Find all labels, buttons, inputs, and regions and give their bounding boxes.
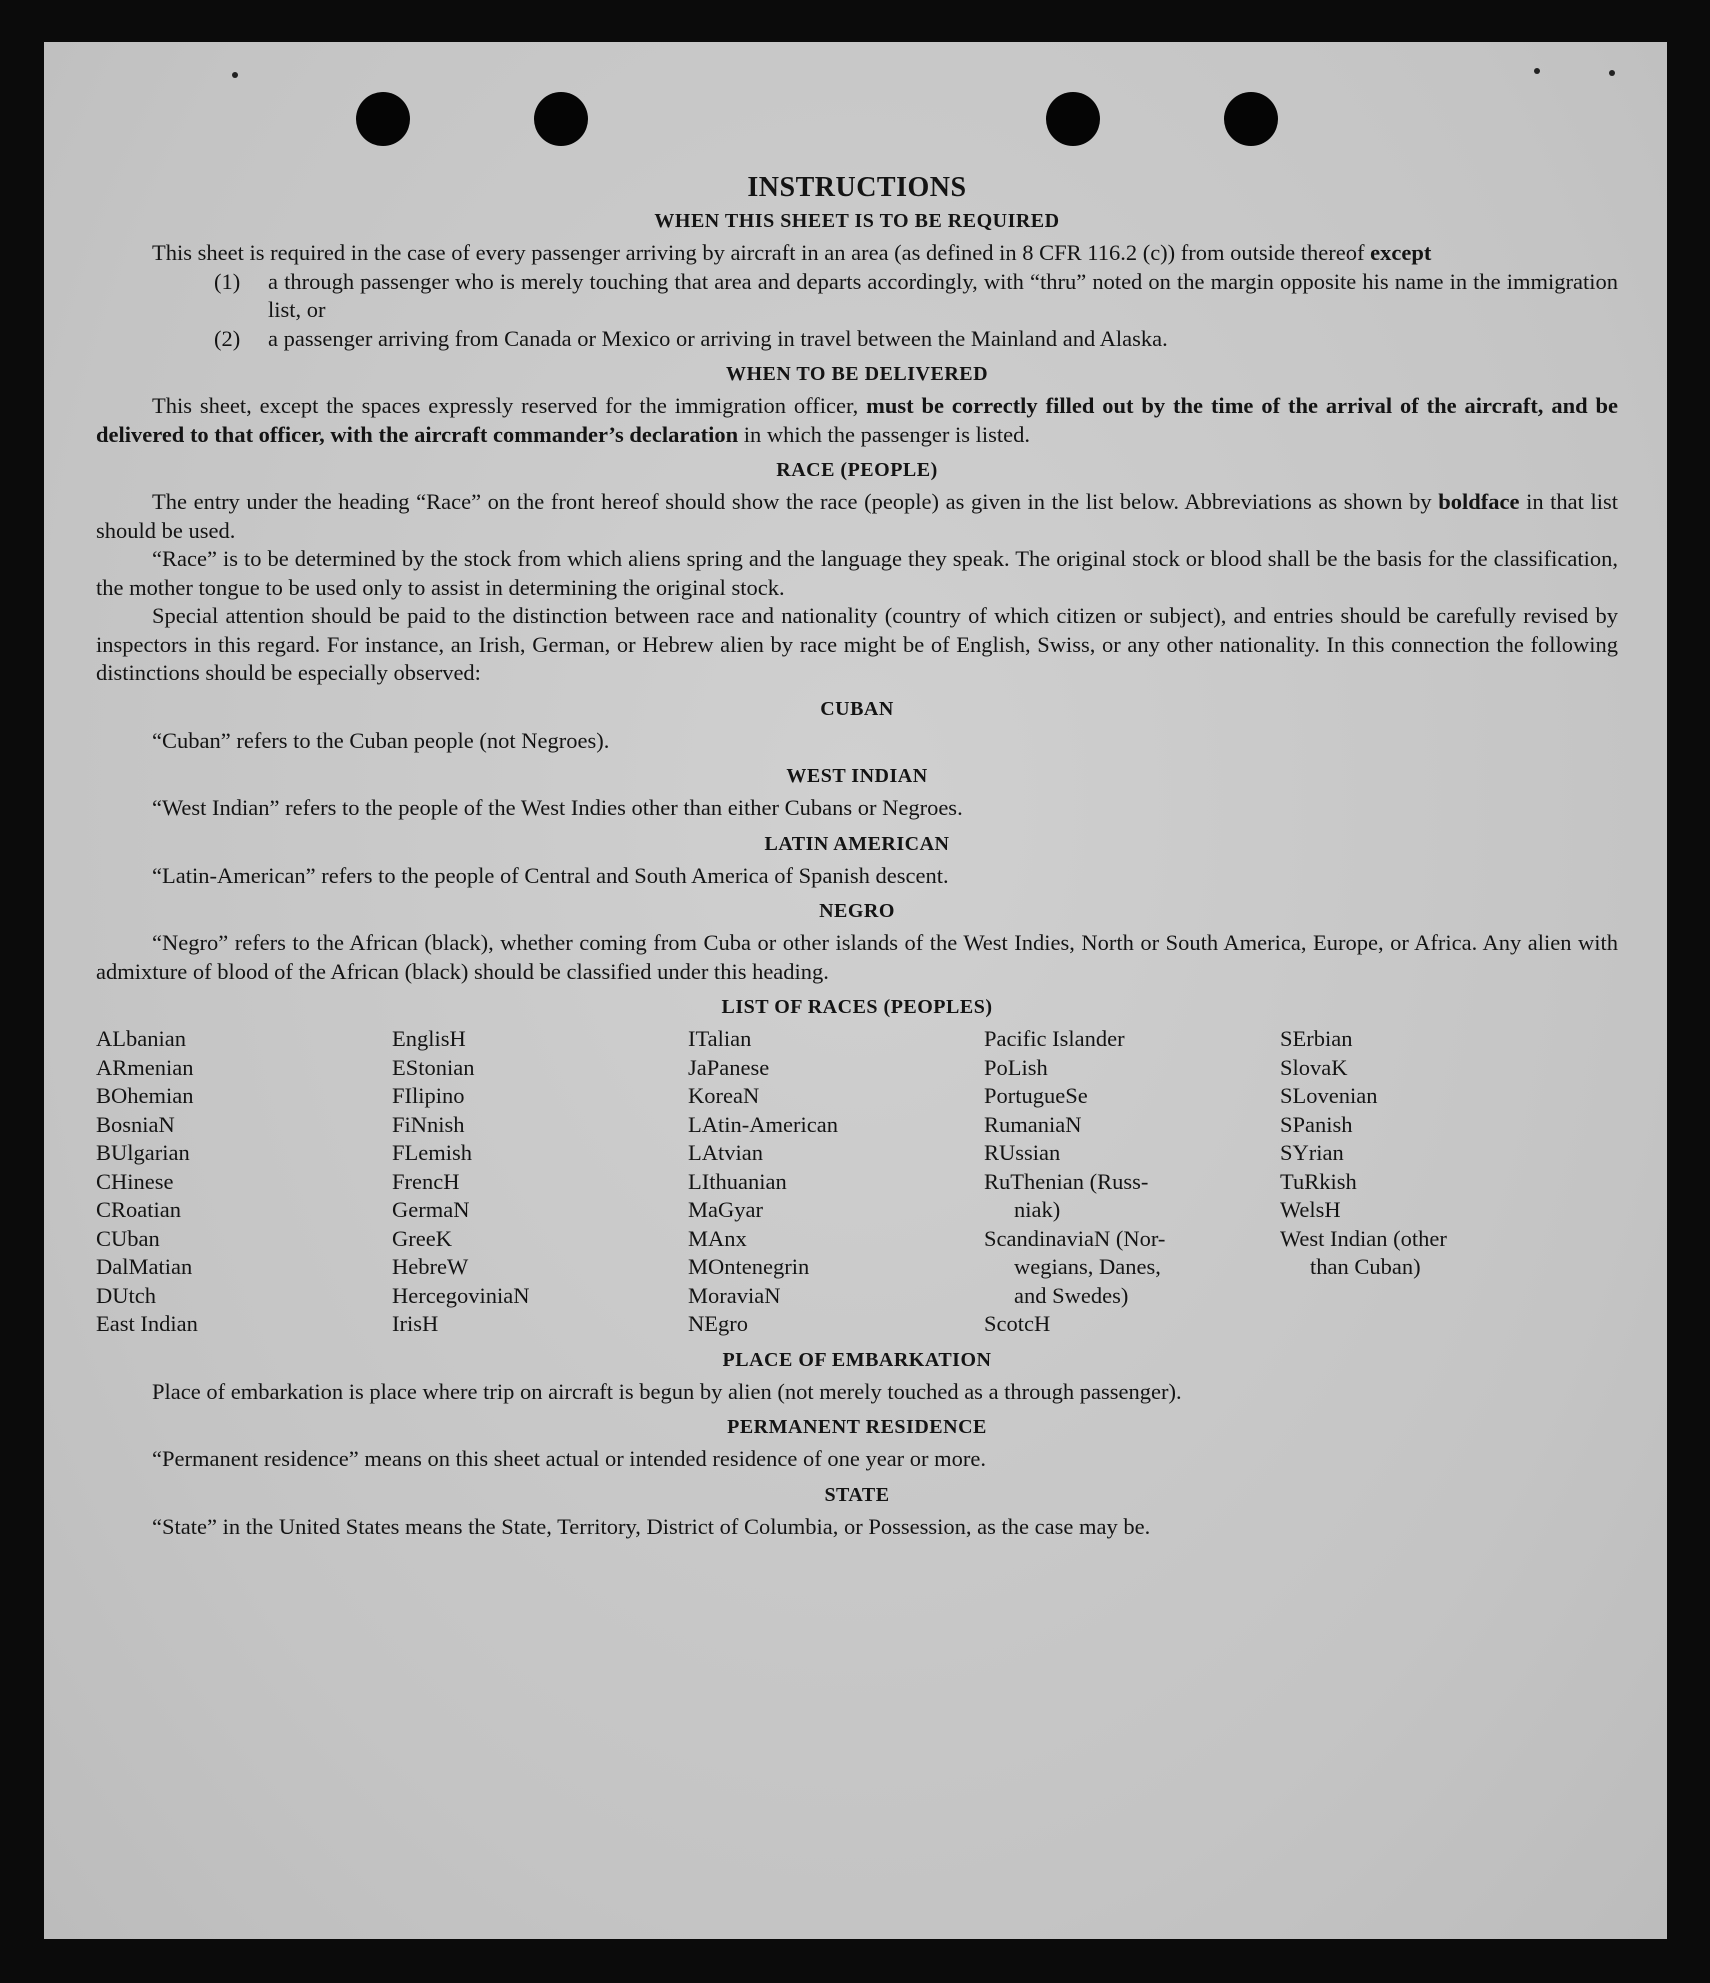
intro-except: except [1370,240,1432,265]
race-item: LAtvian [688,1140,763,1165]
race-item: BosniaN [96,1111,175,1137]
race-item: LIthuanian [688,1168,787,1194]
race-item: FiNnish [392,1111,465,1137]
speck [232,72,238,78]
race-item: KoreaN [688,1083,760,1108]
race-item: MoraviaN [688,1282,781,1308]
race-item: IrisH [392,1311,439,1336]
exception-text: a through passenger who is merely touching that area and departs accordingly, with “thru” noted on the margin opposite his name in the immigration list, or [268,268,1618,322]
section-heading-permanent-residence: PERMANENT RESIDENCE [727,1416,987,1438]
race-paragraph-2: “Race” is to be determined by the stock from which aliens spring and the language they speak. The original stock or blood shall be the basis for the classification, the mother tongue to be used only to assist in determining the original stock. [96,546,1618,600]
when-delivered-text [96,392,1618,449]
intro-text: This sheet is required in the case of every passenger arriving by aircraft in an area (as defined in 8 CFR 116.2 (c)) from outside thereof [152,240,1365,265]
race-item: MOntenegrin [688,1254,810,1279]
section-heading-when-required: WHEN THIS SHEET IS TO BE REQUIRED [654,210,1060,232]
race-item: LAtin-American [688,1111,838,1137]
section-heading-when-delivered: WHEN TO BE DELIVERED [725,363,989,385]
speck [1534,68,1540,74]
section-heading-latin-american: LATIN AMERICAN [764,832,950,855]
race-item: SlovaK [1280,1054,1348,1080]
cuban-text: “Cuban” refers to the Cuban people (not Negroes). [152,727,610,753]
race-item: ScotcH [984,1311,1051,1336]
punch-hole [1224,92,1278,146]
delivered-text-b: in which the passenger is listed. [743,421,1030,447]
race-item: RumaniaN [984,1111,1082,1137]
document-sheet [44,42,1667,1939]
race-item: TuRkish [1280,1168,1357,1194]
instructions-content [96,172,1618,1541]
race-item: GreeK [392,1225,452,1251]
section-heading-race: RACE (PEOPLE) [776,459,938,481]
race-list [96,1025,1618,1339]
punch-hole [1046,92,1100,146]
delivered-text-a: This sheet, except the spaces expressly reserved for the immigration officer, [152,393,859,418]
exception-number: (1) [214,268,241,294]
race-paragraph-3: Special attention should be paid to the distinction between race and nationality (country of which citizen or subject), and entries should be carefully revised by inspectors in this regard. For instance, an Irish, German, or Hebrew alien by race might be of English, Swiss, or any other nationality. In this connection the following distinctions should be especially observed: [96,603,1618,685]
section-heading-west-indian: WEST INDIAN [786,765,928,787]
race-item: EStonian [392,1054,475,1080]
race-item: MAnx [688,1225,747,1251]
race-item: CUban [96,1225,160,1251]
race-item: EnglisH [392,1026,466,1051]
race-item: East Indian [96,1311,198,1336]
race-item: Pacific Islander [984,1026,1125,1051]
race-item-continuation: and Swedes) [1014,1282,1129,1308]
speck [1609,70,1615,76]
race-item: PoLish [984,1054,1048,1080]
race-item: ScandinaviaN (Nor- [984,1225,1166,1251]
west-indian-text: “West Indian” refers to the people of the West Indies other than either Cubans or Negroes. [152,795,963,820]
embarkation-text: Place of embarkation is place where trip on aircraft is begun by alien (not merely touched as a through passenger). [152,1378,1182,1404]
race-item: HercegoviniaN [392,1282,530,1308]
race-item: ARmenian [96,1054,194,1080]
race-item: SPanish [1280,1111,1353,1137]
race-p1-text: The entry under the heading “Race” on the front hereof should show the race (people) as given in the list below. Abbreviations as shown by [152,489,1432,514]
race-item: DUtch [96,1282,156,1308]
race-item: CHinese [96,1168,174,1194]
race-item: WelsH [1280,1197,1341,1222]
race-item: FrencH [392,1168,460,1194]
race-item: PortugueSe [984,1083,1088,1108]
race-item: FIlipino [392,1083,465,1108]
punch-hole [534,92,588,146]
race-column-2 [392,1025,688,1339]
race-item: BUlgarian [96,1140,190,1165]
race-item: JaPanese [688,1054,770,1080]
race-item: West Indian (other [1280,1225,1447,1251]
race-item: DalMatian [96,1254,193,1279]
section-heading-state: STATE [824,1483,890,1506]
negro-text: “Negro” refers to the African (black), whether coming from Cuba or other islands of the West Indies, North or South America, Europe, or Africa. Any alien with admixture of blood of the African (black) should be classified under this heading. [96,930,1618,984]
section-heading-list-of-races: LIST OF RACES (PEOPLES) [721,996,993,1018]
delivered-text-bold: must be correctly filled out by the time of the arrival of the aircraft, and be delivered to that officer, with the aircraft commander’s declaration [96,393,1619,447]
state-text: “State” in the United States means the State, Territory, District of Columbia, or Possession, as the case may be. [152,1513,1151,1539]
section-heading-cuban: CUBAN [820,697,894,720]
race-item: SLovenian [1280,1083,1378,1108]
race-column-5 [1280,1025,1576,1339]
race-p1-text-end: in that list should be used. [96,489,1619,543]
page-title: INSTRUCTIONS [747,172,967,203]
exception-text: a passenger arriving from Canada or Mexico or arriving in travel between the Mainland and Alaska. [268,325,1168,351]
race-item: NEgro [688,1311,748,1336]
race-item: BOhemian [96,1083,194,1108]
race-item: FLemish [392,1140,473,1165]
section-heading-embarkation: PLACE OF EMBARKATION [722,1348,992,1371]
race-p1-boldface: boldface [1438,489,1520,514]
race-column-1 [96,1025,392,1339]
punch-hole [356,92,410,146]
race-item-continuation: wegians, Danes, [1014,1254,1161,1279]
race-item: ITalian [688,1026,752,1051]
race-column-4 [984,1025,1280,1339]
when-required-intro [96,239,1618,268]
race-item-continuation: niak) [1014,1197,1061,1222]
latin-american-text: “Latin-American” refers to the people of Central and South America of Spanish descent. [152,862,949,888]
race-item: HebreW [392,1254,469,1279]
exception-item [96,268,1618,325]
race-column-3 [688,1025,984,1339]
race-item: MaGyar [688,1197,763,1222]
race-item: GermaN [392,1197,470,1222]
race-item: SYrian [1280,1140,1344,1165]
exception-item [96,325,1618,354]
race-paragraph-1 [96,488,1618,545]
race-item: RuThenian (Russ- [984,1168,1149,1194]
exception-number: (2) [214,325,241,351]
race-item: RUssian [984,1140,1061,1165]
race-item: CRoatian [96,1197,181,1222]
race-item: SErbian [1280,1026,1353,1051]
section-heading-negro: NEGRO [819,900,895,922]
race-item: ALbanian [96,1026,186,1051]
race-item-continuation: than Cuban) [1310,1254,1421,1279]
residence-text: “Permanent residence” means on this sheet actual or intended residence of one year or more. [152,1446,987,1471]
